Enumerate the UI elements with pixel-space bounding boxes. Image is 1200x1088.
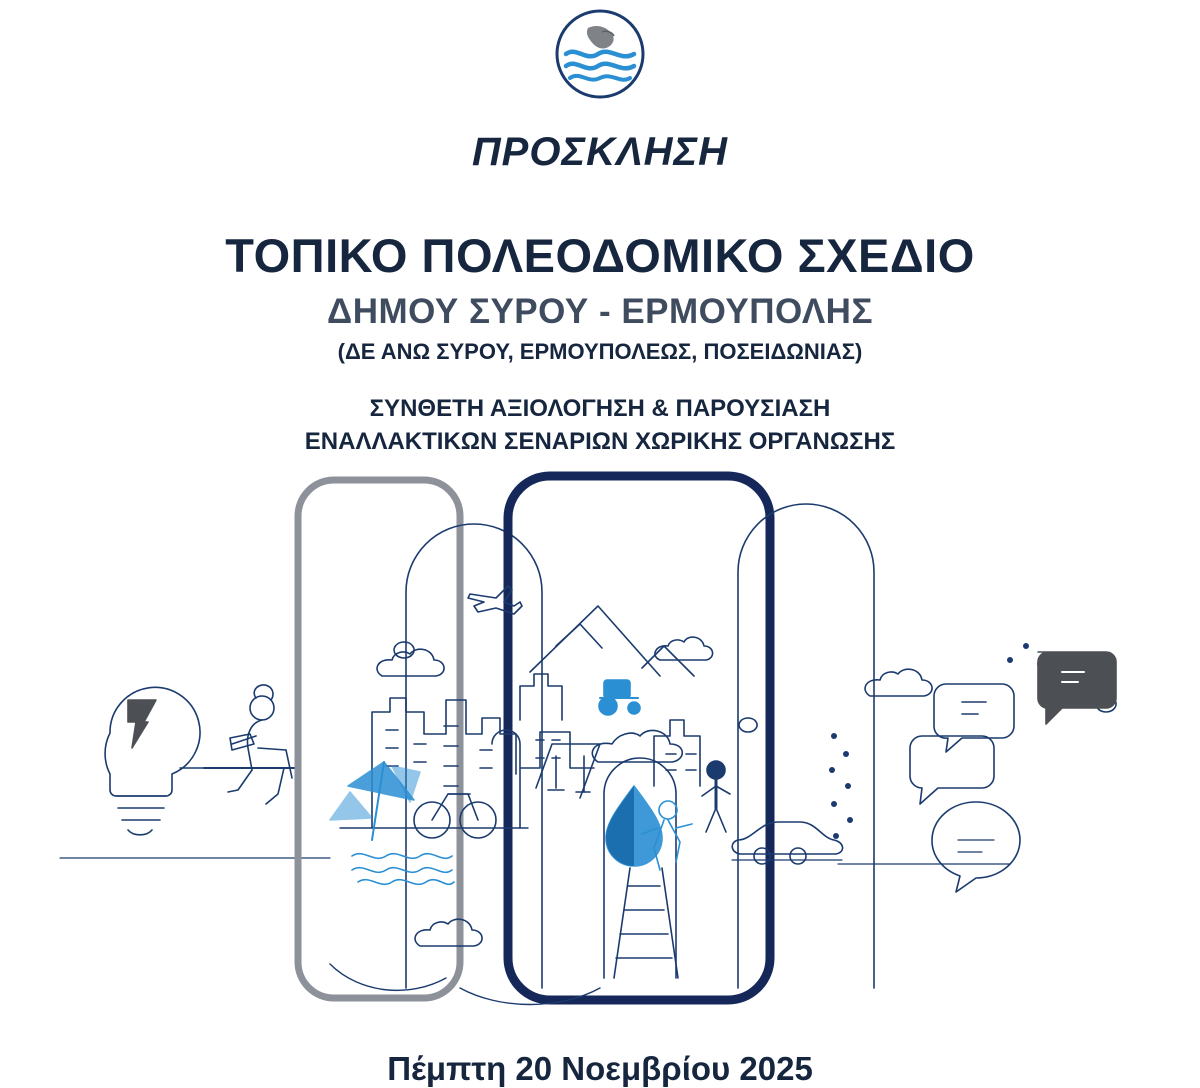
car-icon [732,822,843,864]
invitation-label: ΠΡΟΣΚΛΗΣΗ [471,130,729,174]
grey-rounded-frame [298,480,460,998]
urban-planning-illustration [0,468,1200,1028]
water-drop-icon [606,786,662,866]
bicycle-icon [414,786,496,838]
page-title: ΤΟΠΙΚΟ ΠΟΛΕΟΔΟΜΙΚΟ ΣΧΕΔΙΟ [225,229,975,282]
ladder-icon [614,868,678,978]
playground-icon [536,744,600,798]
walking-person-icon [702,761,730,832]
airplane-icon [468,586,522,614]
subject-line-1: ΣΥΝΘΕΤΗ ΑΞΙΟΛΟΓΗΣΗ & ΠΑΡΟΥΣΙΑΣΗ [369,395,831,422]
page-subtitle-districts: (ΔΕ ΑΝΩ ΣΥΡΟΥ, ΕΡΜΟΥΠΟΛΕΩΣ, ΠΟΣΕΙΔΩΝΙΑΣ) [337,339,863,364]
subject-block [0,392,1200,458]
event-date: Πέμπτη 20 Νοεμβρίου 2025 [387,1050,813,1087]
lightbulb-icon [105,687,200,835]
subject-line-2: ΕΝΑΛΛΑΚΤΙΚΩΝ ΣΕΝΑΡΙΩΝ ΧΩΡΙΚΗΣ ΟΡΓΑΝΩΣΗΣ [304,428,896,455]
seated-person-reading-icon [204,685,300,804]
mountains-icon [530,606,694,676]
tractor-icon [599,680,640,715]
navy-rounded-frame [508,476,770,1000]
beach-umbrella-icon [330,762,454,884]
decorative-dots [829,643,1043,839]
speech-bubble-icon [910,652,1116,892]
logo-container [0,8,1200,100]
page-subtitle: ΔΗΜΟΥ ΣΥΡΟΥ - ΕΡΜΟΥΠΟΛΗΣ [327,292,873,331]
clouds-icon [377,637,1116,946]
municipality-emblem-icon [554,8,646,100]
